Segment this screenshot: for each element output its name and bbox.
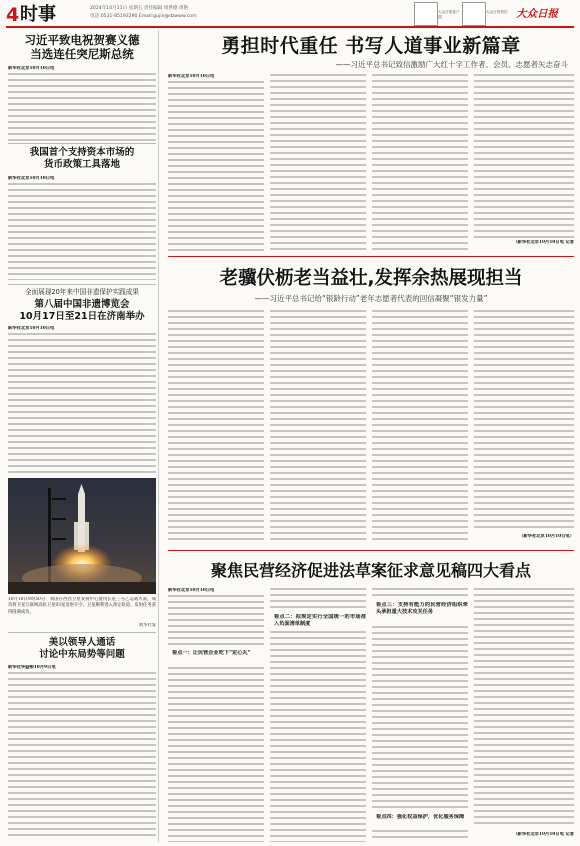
rocket-launch-image	[8, 478, 156, 594]
qr-app-caption: 大众日报客户端	[438, 10, 460, 19]
main2-col4	[474, 310, 574, 532]
a3-body-text	[8, 333, 156, 473]
main3-end-tag: （新华社北京10月10日电 记者	[513, 832, 574, 837]
main1-col1	[168, 81, 264, 251]
main1-dateline: 新华社北京10月10日电	[168, 74, 215, 79]
a2-title-line2[interactable]: 货币政策工具落地	[43, 159, 120, 170]
a4-body-text	[8, 672, 156, 840]
main3-col4	[474, 588, 574, 828]
a4-title-line2[interactable]: 讨论中东局势等问题	[39, 649, 125, 660]
point1-heading: 看点一：让民营企业吃下“定心丸”	[172, 650, 251, 656]
main3-col1-b	[168, 667, 264, 842]
page-number: 4	[6, 4, 20, 26]
main1-title[interactable]: 勇担时代重任 书写人道事业新篇章	[221, 35, 521, 57]
main1-subtitle: ——习近平总书记致信激励广大红十字工作者、会员、志愿者矢志奋斗	[335, 60, 568, 69]
section-title: 时事	[20, 4, 56, 25]
main2-col1	[168, 310, 264, 544]
a3-kicker: 全面展现20年来中国非遗保护实践成果	[25, 288, 139, 296]
rocket-launch-photo	[8, 478, 156, 594]
main2-title[interactable]: 老骥伏枥老当益壮,发挥余热展现担当	[219, 268, 523, 289]
point3-heading: 看点三：支持有能力的民营经济组织牵头承担重大技术攻关任务	[376, 602, 468, 615]
main3-col3-b	[372, 626, 468, 812]
a1-body-text	[8, 73, 156, 141]
a1-dateline: 新华社北京10月10日电	[8, 66, 55, 71]
main1-col3	[372, 74, 468, 251]
divider	[8, 284, 156, 285]
a2-title-line1[interactable]: 我国首个支持资本市场的	[29, 147, 135, 158]
qr-wechat-caption: 大众日报微信	[486, 10, 508, 14]
contact-line: 电话:0531-85193290 Email:gujin@dzwww.com	[90, 14, 197, 19]
main1-col4	[474, 74, 574, 238]
main2-col3	[372, 310, 468, 544]
main3-col3-a	[372, 588, 468, 598]
qr-code-wechat[interactable]	[462, 2, 486, 26]
photo-caption: 10月10日9时50分，我国在西昌卫星发射中心使用长征三号乙运载火箭，成功将卫星互联网高轨卫星03星发射升空，卫星顺利进入预定轨道，发射任务获得圆满成功。	[8, 597, 156, 615]
a4-title-line1[interactable]: 美以领导人通话	[48, 637, 116, 648]
main2-col2	[270, 310, 366, 544]
main3-col1-a	[168, 595, 264, 647]
date-line: 2024年10月11日 星期五 责任编辑 周世德 周艳	[90, 6, 189, 11]
a4-dateline: 新华社华盛顿10月9日电	[8, 665, 56, 670]
a3-title-line2[interactable]: 10月17日至21日在济南举办	[19, 311, 145, 322]
main3-dateline: 新华社北京10月10日电	[168, 588, 215, 593]
qr-code-app[interactable]	[414, 2, 438, 26]
a1-title-line1[interactable]: 习近平致电祝贺赛义德	[24, 33, 140, 47]
a1-title-line2[interactable]: 当选连任突尼斯总统	[30, 47, 134, 61]
masthead-rule	[6, 26, 574, 28]
a2-dateline: 新华社北京10月10日电	[8, 176, 55, 181]
a3-title-line1[interactable]: 第八届中国非遗博览会	[34, 299, 130, 310]
a2-body-text	[8, 183, 156, 280]
main2-end-tag: （新华社北京10月10日电）	[519, 534, 574, 539]
newspaper-logo: 大众日报	[516, 8, 558, 20]
divider	[8, 143, 156, 144]
main1-end-tag: （新华社北京10月10日电 记者	[513, 240, 574, 245]
main1-col2	[270, 74, 366, 251]
main3-col2-b	[270, 631, 366, 842]
section-divider	[168, 550, 574, 551]
section-divider	[168, 256, 574, 257]
main2-subtitle: ——习近平总书记给“银龄行动”老年志愿者代表的回信凝聚“银发力量”	[254, 294, 488, 303]
divider	[8, 632, 156, 633]
main3-col2-a	[270, 588, 366, 612]
photo-credit: 新华社发	[138, 623, 156, 628]
point2-heading: 看点二：拟规定实行全国统一的市场准入负面清单制度	[274, 614, 366, 627]
a3-dateline: 新华社北京10月10日电	[8, 326, 55, 331]
point4-heading: 看点四：强化权益保护，优化服务保障	[376, 814, 465, 820]
column-divider	[158, 30, 159, 842]
main3-title[interactable]: 聚焦民营经济促进法草案征求意见稿四大看点	[210, 561, 531, 580]
main3-col3-c	[372, 830, 468, 842]
